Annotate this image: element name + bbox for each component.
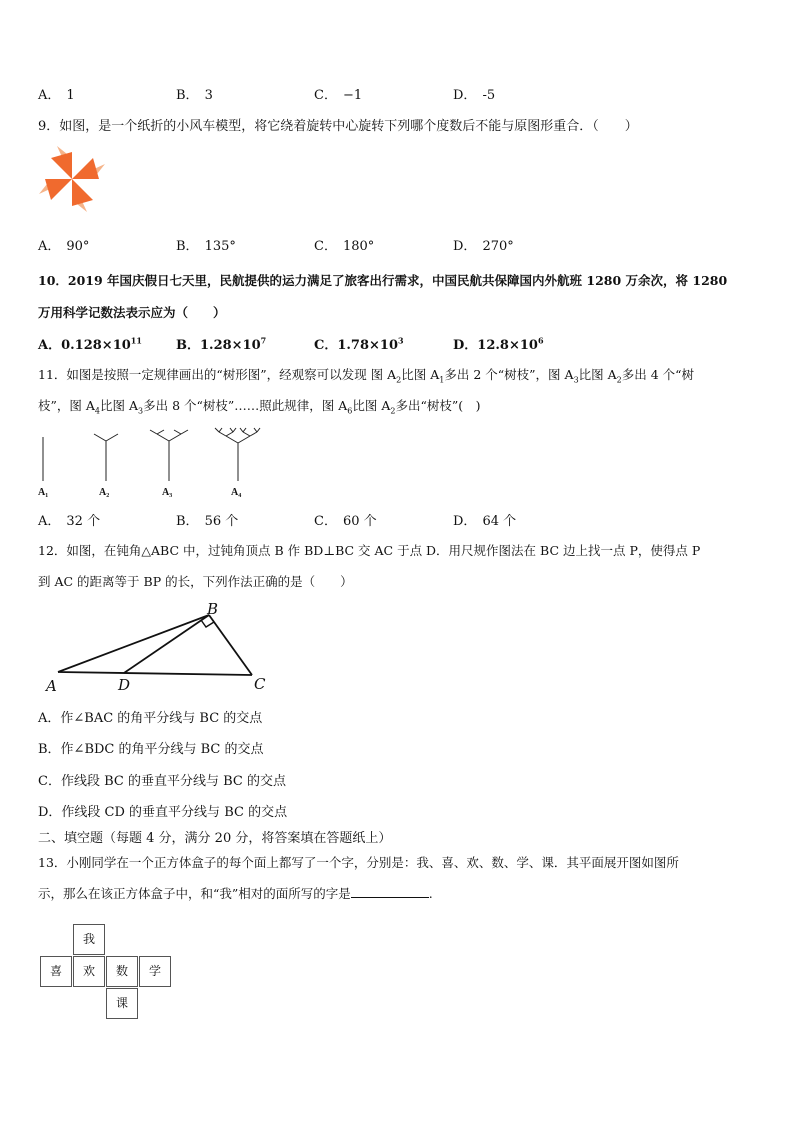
right-angle-mark	[201, 620, 214, 627]
net-face-ke: 课	[106, 988, 138, 1019]
point-a-label: A	[46, 677, 57, 695]
q10-option-a: A．$0.128\times 10^{11}$	[38, 335, 142, 353]
tree-label-a4: A₄	[231, 487, 242, 498]
q11-option-d: D． 64 个	[453, 514, 517, 529]
tree-label-a1: A₁	[38, 487, 49, 498]
q8-option-a: A． 1	[38, 88, 75, 103]
q10-line2: 万用科学记数法表示应为（ ）	[38, 305, 226, 320]
segment-ab	[58, 615, 209, 672]
net-face-xue: 学	[139, 956, 171, 987]
q9-stem: 9．如图，是一个纸折的小风车模型，将它绕着旋转中心旋转下列哪个度数后不能与原图形重合．（ ）	[38, 119, 638, 134]
net-face-wo: 我	[73, 924, 105, 955]
q11-option-c: C． 60 个	[314, 514, 377, 529]
q11-option-b: B． 56 个	[176, 514, 239, 529]
net-face-huan: 欢	[73, 956, 105, 987]
answer-blank	[351, 885, 429, 898]
pinwheel-figure	[37, 144, 107, 214]
q9-option-a: A． 90°	[38, 239, 90, 254]
q12-option-c: C．作线段 BC 的垂直平分线与 BC 的交点	[38, 774, 286, 789]
q11-line2: 枝”，图 $A_4$比图 $A_3$多出 8 个“树枝”……照此规律，图 $A_6$比图 $A_2$多出“树枝”( )	[38, 398, 481, 416]
q10-option-b: B．$1.28\times 10^7$	[176, 335, 267, 353]
tree-a2	[94, 434, 118, 481]
q11-line1: 11．如图是按照一定规律画出的“树形图”，经观察可以发现 图 $A_2$比图 $A_1$多出 2 个“树枝”，图 $A_3$比图 $A_2$多出 4 个“树	[38, 367, 695, 385]
q10-option-c: C．$1.78\times 10^3$	[314, 335, 404, 353]
q8-option-d: D． -5	[453, 88, 496, 103]
q10-option-d: D．$12.8\times 10^6$	[453, 335, 544, 353]
tree-diagram	[36, 425, 276, 500]
tree-label-a2: A₂	[99, 487, 110, 498]
tree-label-a3: A₃	[162, 487, 173, 498]
tree-a3	[150, 430, 188, 481]
cube-net	[40, 924, 180, 1024]
section-heading: 二、填空题（每题 4 分，满分 20 分，将答案填在答题纸上）	[38, 831, 392, 846]
q8-option-c: C． −1	[314, 88, 363, 103]
q8-option-b: B． 3	[176, 88, 213, 103]
tree-a4	[215, 428, 260, 481]
q9-option-c: C． 180°	[314, 239, 375, 254]
q12-option-d: D．作线段 CD 的垂直平分线与 BC 的交点	[38, 805, 288, 820]
pinwheel-blades	[39, 146, 105, 212]
point-d-label: D	[118, 676, 131, 694]
q9-option-b: B． 135°	[176, 239, 236, 254]
triangle-figure	[40, 598, 280, 696]
net-face-shu: 数	[106, 956, 138, 987]
q12-option-b: B．作∠BDC 的角平分线与 BC 的交点	[38, 742, 264, 757]
q11-option-a: A． 32 个	[38, 514, 101, 529]
q13-line1: 13．小刚同学在一个正方体盒子的每个面上都写了一个字，分别是：我、喜、欢、数、学、课．其平面展开图如图所	[38, 855, 679, 870]
segment-bd	[124, 615, 209, 673]
q13-line2: 示，那么在该正方体盒子中，和“我”相对的面所写的字是 .	[38, 886, 433, 901]
q9-option-d: D． 270°	[453, 239, 514, 254]
q10-line1: 10．2019 年国庆假日七天里，民航提供的运力满足了旅客出行需求，中国民航共保障国内外航班 1280 万余次，将 1280	[38, 273, 728, 288]
q12-line1: 12．如图，在钝角△ABC 中，过钝角顶点 B 作 BD⊥BC 交 AC 于点 D．用尺规作图法在 BC 边上找一点 P，使得点 P	[38, 543, 701, 558]
q12-line2: 到 AC 的距离等于 BP 的长，下列作法正确的是（ ）	[38, 574, 353, 589]
point-b-label: B	[207, 600, 219, 618]
segment-ac	[58, 672, 252, 675]
net-face-xi: 喜	[40, 956, 72, 987]
point-c-label: C	[254, 675, 266, 693]
segment-bc	[209, 615, 252, 675]
q12-option-a: A．作∠BAC 的角平分线与 BC 的交点	[38, 711, 263, 726]
